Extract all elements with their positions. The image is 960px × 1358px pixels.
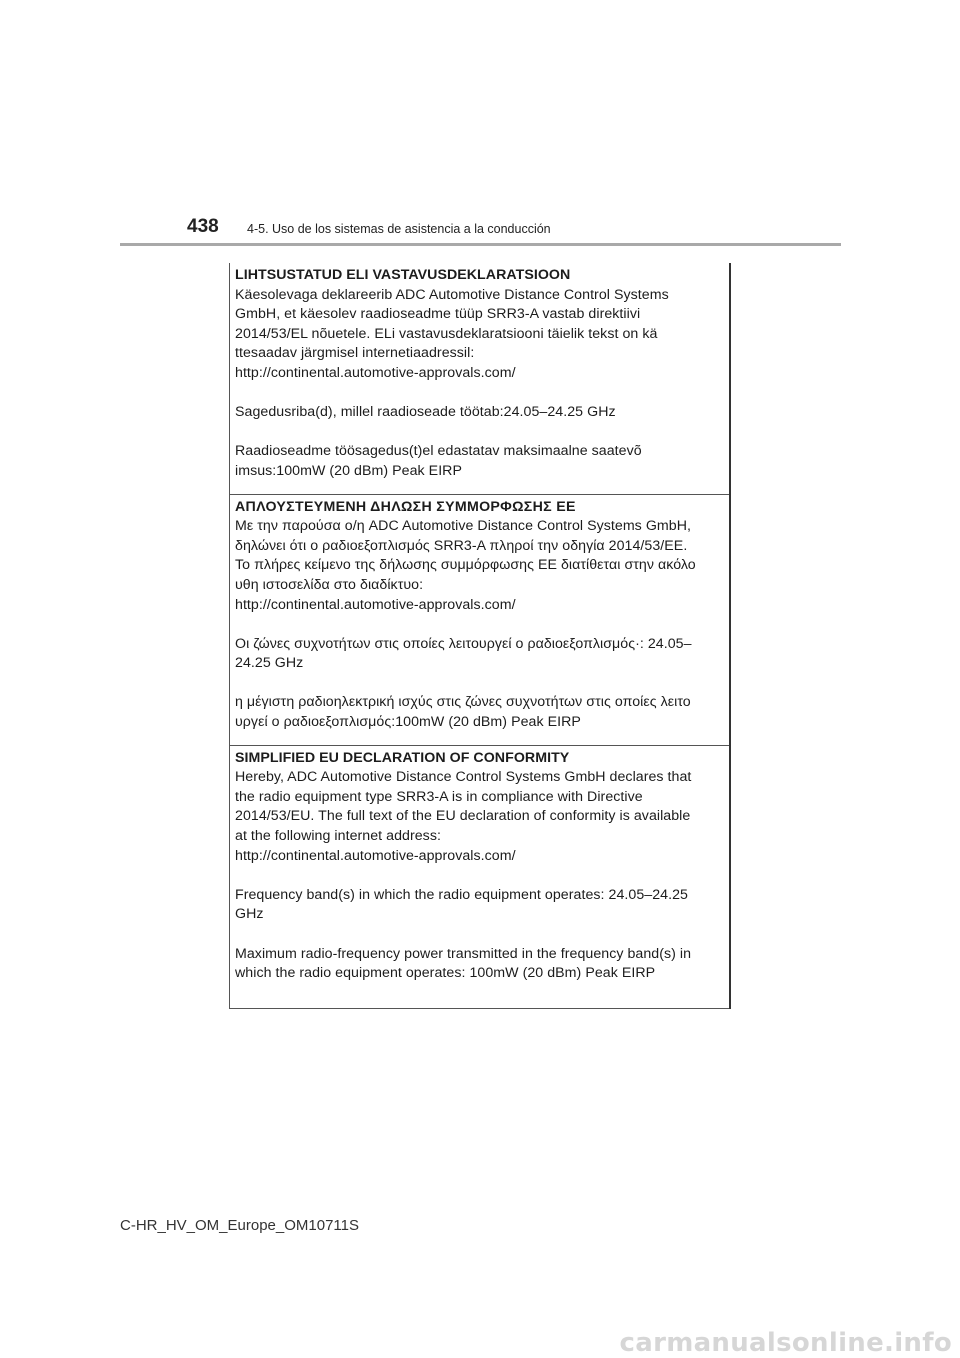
declaration-estonian [230, 263, 729, 495]
frequency-band-line: Frequency band(s) in which the radio equipment operates: 24.05–24.25 [235, 886, 688, 903]
declaration-line: ttesaadav järgmisel internetiaadressil: [235, 345, 475, 362]
declaration-heading: ΑΠΛΟΥΣΤΕΥΜΕΝΗ ΔΗΛΩΣΗ ΣΥΜΜΟΡΦΩΣΗΣ ΕΕ [235, 498, 576, 515]
watermark [510, 1328, 960, 1358]
declaration-line: Hereby, ADC Automotive Distance Control Systems GmbH declares that [235, 769, 692, 786]
frequency-band-line: Οι ζώνες συχνοτήτων στις οποίες λειτουργεί ο ραδιοεξοπλισμός·: 24.05– [235, 635, 692, 652]
declaration-line: Käesolevaga deklareerib ADC Automotive Distance Control Systems [235, 286, 669, 303]
manual-code: C-HR_HV_OM_Europe_OM10711S [120, 1217, 359, 1234]
max-power-line: υργεί ο ραδιοεξοπλισμός:100mW (20 dBm) Peak EIRP [235, 714, 581, 731]
declaration-table [229, 263, 731, 1009]
header-divider [120, 243, 841, 246]
max-power-line: which the radio equipment operates: 100mW (20 dBm) Peak EIRP [235, 965, 656, 982]
declaration-greek [230, 495, 729, 746]
declaration-url: http://continental.automotive-approvals.com/ [235, 847, 516, 864]
declaration-url: http://continental.automotive-approvals.com/ [235, 364, 516, 381]
declaration-line: δηλώνει ότι ο ραδιοεξοπλισμός SRR3-A πληροί την οδηγία 2014/53/ΕΕ. [235, 537, 688, 554]
declaration-line: the radio equipment type SRR3-A is in compliance with Directive [235, 788, 643, 805]
frequency-band-line: 24.25 GHz [235, 655, 304, 672]
max-power-line: Raadioseadme töösagedus(t)el edastatav maksimaalne saatevõ [235, 443, 642, 460]
section-title: 4-5. Uso de los sistemas de asistencia a la conducción [247, 222, 551, 236]
watermark-text: carmanualsonline.info [619, 1328, 952, 1358]
max-power-line: η μέγιστη ραδιοηλεκτρική ισχύς στις ζώνες συχνοτήτων στις οποίες λειτο [235, 694, 691, 711]
frequency-band-line: GHz [235, 906, 264, 923]
declaration-line: 2014/53/EU. The full text of the EU declaration of conformity is available [235, 808, 691, 825]
declaration-english [230, 746, 729, 1009]
declaration-line: 2014/53/EL nõuetele. ELi vastavusdeklaratsiooni täielik tekst on kä [235, 325, 658, 342]
max-power-line: Maximum radio-frequency power transmitted in the frequency band(s) in [235, 945, 692, 962]
declaration-line: Το πλήρες κείμενο της δήλωσης συμμόρφωσης ΕΕ διατίθεται στην ακόλο [235, 557, 696, 574]
declaration-heading: LIHTSUSTATUD ELI VASTAVUSDEKLARATSIOON [235, 267, 571, 283]
page-header [0, 0, 960, 250]
declaration-url: http://continental.automotive-approvals.com/ [235, 596, 516, 613]
max-power-line: imsus:100mW (20 dBm) Peak EIRP [235, 462, 462, 479]
declaration-line: at the following internet address: [235, 828, 441, 845]
page-number: 438 [187, 216, 219, 237]
declaration-line: υθη ιστοσελίδα στο διαδίκτυο: [235, 576, 424, 593]
frequency-band-line: Sagedusriba(d), millel raadioseade töötab:24.05–24.25 GHz [235, 404, 616, 421]
declaration-line: Με την παρούσα ο/η ADC Automotive Distance Control Systems GmbH, [235, 518, 691, 535]
declaration-line: GmbH, et käesolev raadioseadme tüüp SRR3-A vastab direktiivi [235, 306, 641, 323]
declaration-heading: SIMPLIFIED EU DECLARATION OF CONFORMITY [235, 749, 570, 766]
